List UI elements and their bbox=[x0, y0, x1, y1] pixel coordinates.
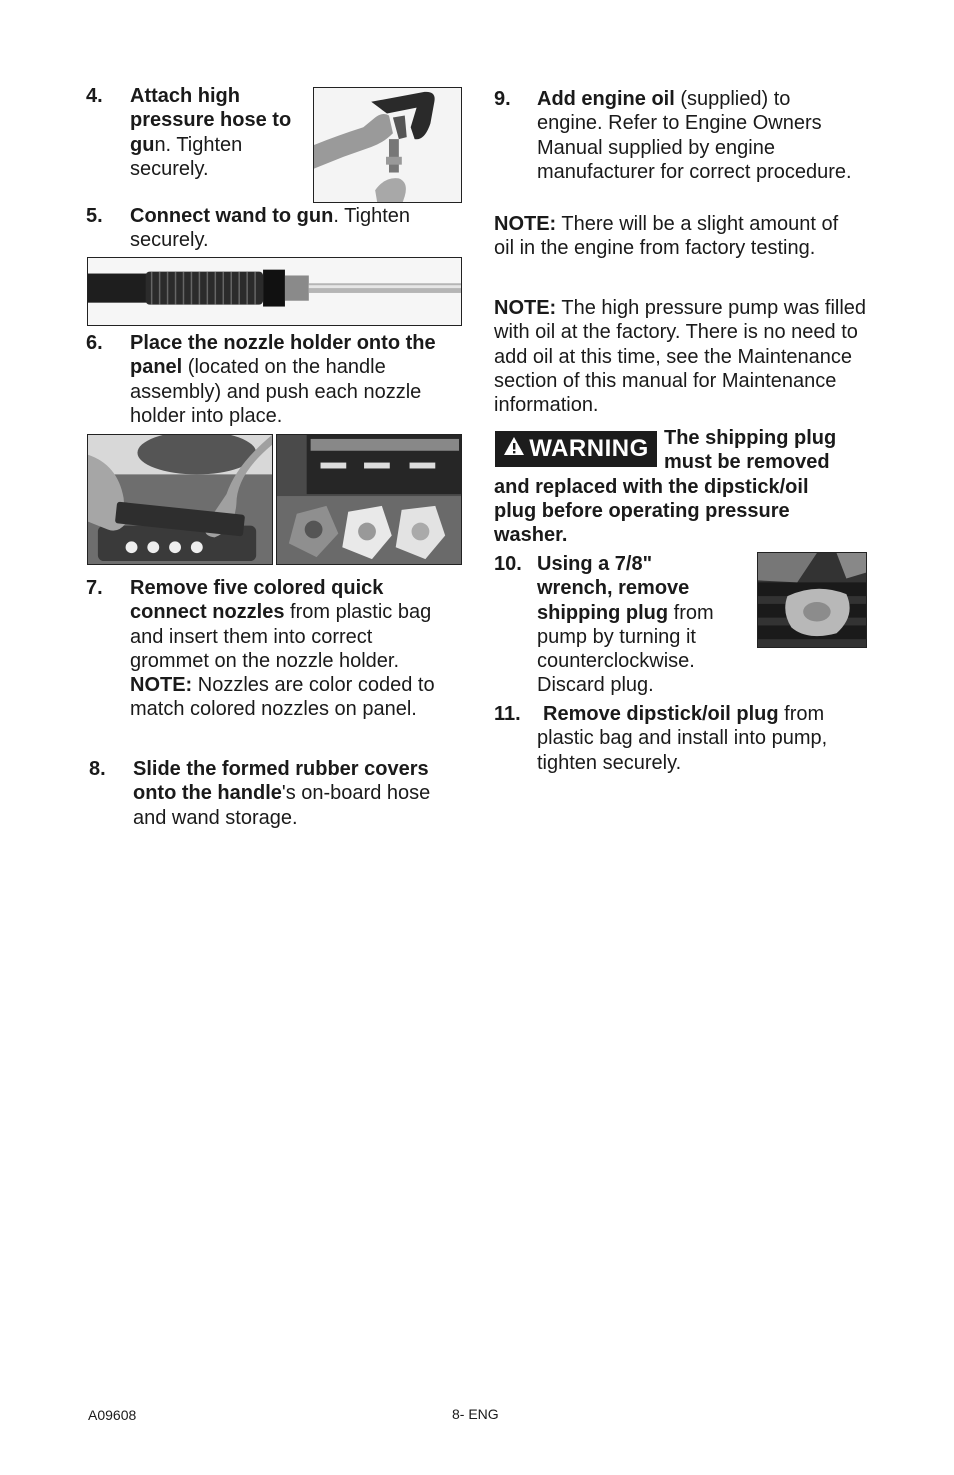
step-number: 10. bbox=[494, 553, 522, 575]
step-number: 6. bbox=[86, 332, 103, 354]
step-plain-text: n. Tighten securely. bbox=[130, 133, 243, 180]
step-bold-text: Slide the formed rubber covers onto the handle bbox=[133, 758, 429, 805]
note-engine-oil bbox=[494, 212, 854, 261]
note-label: NOTE: bbox=[494, 297, 557, 319]
wand-photo bbox=[87, 257, 462, 326]
note-text: Nozzles are color coded to match colored nozzles on panel. bbox=[130, 674, 435, 721]
step-text bbox=[537, 702, 867, 775]
step-plain-text: . Tighten securely. bbox=[130, 205, 411, 252]
step-text bbox=[133, 757, 467, 830]
note-label: NOTE: bbox=[130, 674, 193, 697]
note-text: The high pressure pump was filled with oil at the factory. There is no need to add oil at this time, see the Maintenance section of this manual for Maintenance information. bbox=[494, 297, 867, 417]
step-number: 9. bbox=[494, 88, 511, 110]
step-plain-text: from plastic bag and insert them into correct grommet on the nozzle holder. bbox=[130, 601, 432, 672]
warning-badge-spacer bbox=[494, 426, 664, 474]
step-plain-text: (located on the handle assembly) and push each nozzle holder into place. bbox=[130, 356, 422, 427]
step-bold-text: Connect wand to gun bbox=[130, 205, 334, 227]
footer-doc-id: A09608 bbox=[88, 1407, 137, 1423]
step-plain-text: (supplied) to engine. Refer to Engine Owners Manual supplied by engine manufacturer for correct procedure. bbox=[537, 88, 852, 183]
step-plain-text: from plastic bag and install into pump, tighten securely. bbox=[537, 703, 828, 774]
step-number: 11. bbox=[494, 703, 521, 725]
step-9 bbox=[494, 87, 874, 212]
step-bold-text: Attach high pressure hose to gu bbox=[130, 85, 292, 156]
step-4 bbox=[86, 84, 292, 184]
step-number: 5. bbox=[86, 205, 103, 227]
step-bold-text: Add engine oil bbox=[537, 88, 675, 110]
step-text bbox=[537, 552, 733, 698]
note-pump-oil bbox=[494, 296, 869, 417]
pump-plug-photo bbox=[757, 552, 867, 648]
note-label: NOTE: bbox=[494, 213, 557, 235]
warning-message: The shipping plug must be removed and replaced with the dipstick/oil plug before operating pressure washer. bbox=[494, 427, 837, 547]
footer-page-number: 8- ENG bbox=[452, 1406, 499, 1422]
step-10 bbox=[494, 552, 734, 698]
step-7 bbox=[86, 576, 466, 746]
step-plain-text: from pump by turning it counterclockwise. Discard plug. bbox=[537, 601, 714, 697]
step-text bbox=[130, 84, 300, 181]
step-text bbox=[537, 87, 852, 184]
nozzle-panel-photo bbox=[276, 434, 462, 565]
step-8 bbox=[89, 757, 469, 837]
step-number: 8. bbox=[89, 758, 106, 780]
step-bold-text: Place the nozzle holder onto the panel bbox=[130, 332, 436, 379]
step-bold-text: Using a 7/8" wrench, remove shipping plug bbox=[537, 553, 690, 624]
step-number: 7. bbox=[86, 577, 103, 599]
step-plain-text: 's on-board hose and wand storage. bbox=[133, 782, 431, 829]
step-5 bbox=[86, 204, 466, 254]
step-text bbox=[130, 331, 464, 428]
step-text bbox=[130, 576, 450, 722]
hand-holding-spray-gun-photo bbox=[313, 87, 462, 203]
step-bold-text: Remove five colored quick connect nozzles bbox=[130, 577, 384, 624]
step-bold-text: Remove dipstick/oil plug bbox=[543, 703, 779, 725]
step-11 bbox=[494, 702, 874, 782]
step-6 bbox=[86, 331, 466, 431]
hands-placing-nozzle-holder-photo bbox=[87, 434, 273, 565]
note-text: There will be a slight amount of oil in the engine from factory testing. bbox=[494, 213, 839, 260]
step-number: 4. bbox=[86, 85, 103, 107]
warning-text bbox=[494, 426, 854, 547]
warning-badge-label: WARNING bbox=[529, 434, 649, 462]
step-text bbox=[130, 204, 464, 253]
